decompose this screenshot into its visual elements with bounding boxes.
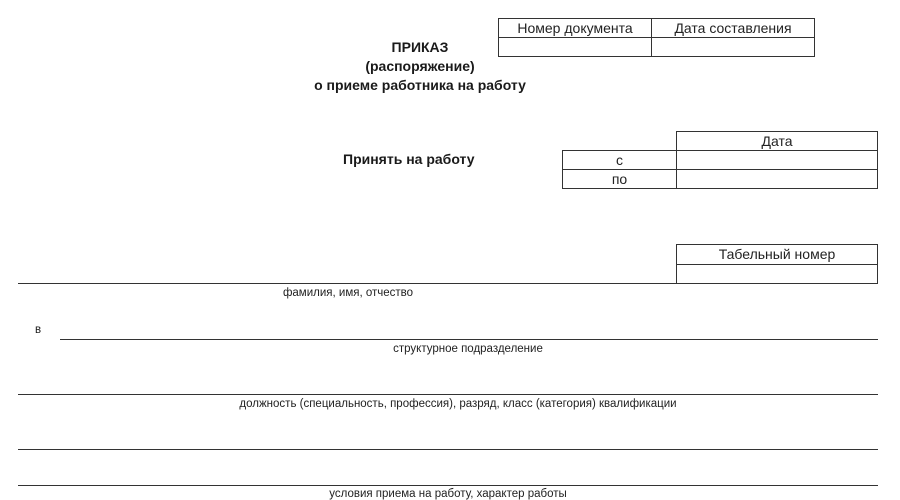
hire-to-label: по [562,169,677,189]
position-line[interactable] [18,394,878,395]
doc-number-field[interactable] [498,37,652,57]
hire-date-header: Дата [676,131,878,151]
tab-number-header: Табельный номер [676,244,878,265]
in-label: в [35,324,42,336]
fio-caption: фамилия, имя, отчество [282,287,414,299]
tab-number-field[interactable] [676,264,878,284]
title-order: ПРИКАЗ [391,39,449,55]
position-caption: должность (специальность, профессия), разряд, класс (категория) квалификации [239,398,677,410]
hire-label: Принять на работу [343,151,475,167]
doc-date-header: Дата составления [651,18,815,38]
doc-number-header: Номер документа [498,18,652,38]
department-caption: структурное подразделение [393,343,543,355]
title-disposition: (распоряжение) [365,58,475,74]
title-subject: о приеме работника на работу [314,77,526,93]
department-line[interactable] [60,339,878,340]
hire-from-field[interactable] [676,150,878,170]
fio-line[interactable] [18,283,676,284]
conditions-caption: условия приема на работу, характер работы [329,488,567,500]
hire-to-field[interactable] [676,169,878,189]
blank-line[interactable] [18,449,878,450]
conditions-line[interactable] [18,485,878,486]
doc-date-field[interactable] [651,37,815,57]
hire-from-label: с [562,150,677,170]
